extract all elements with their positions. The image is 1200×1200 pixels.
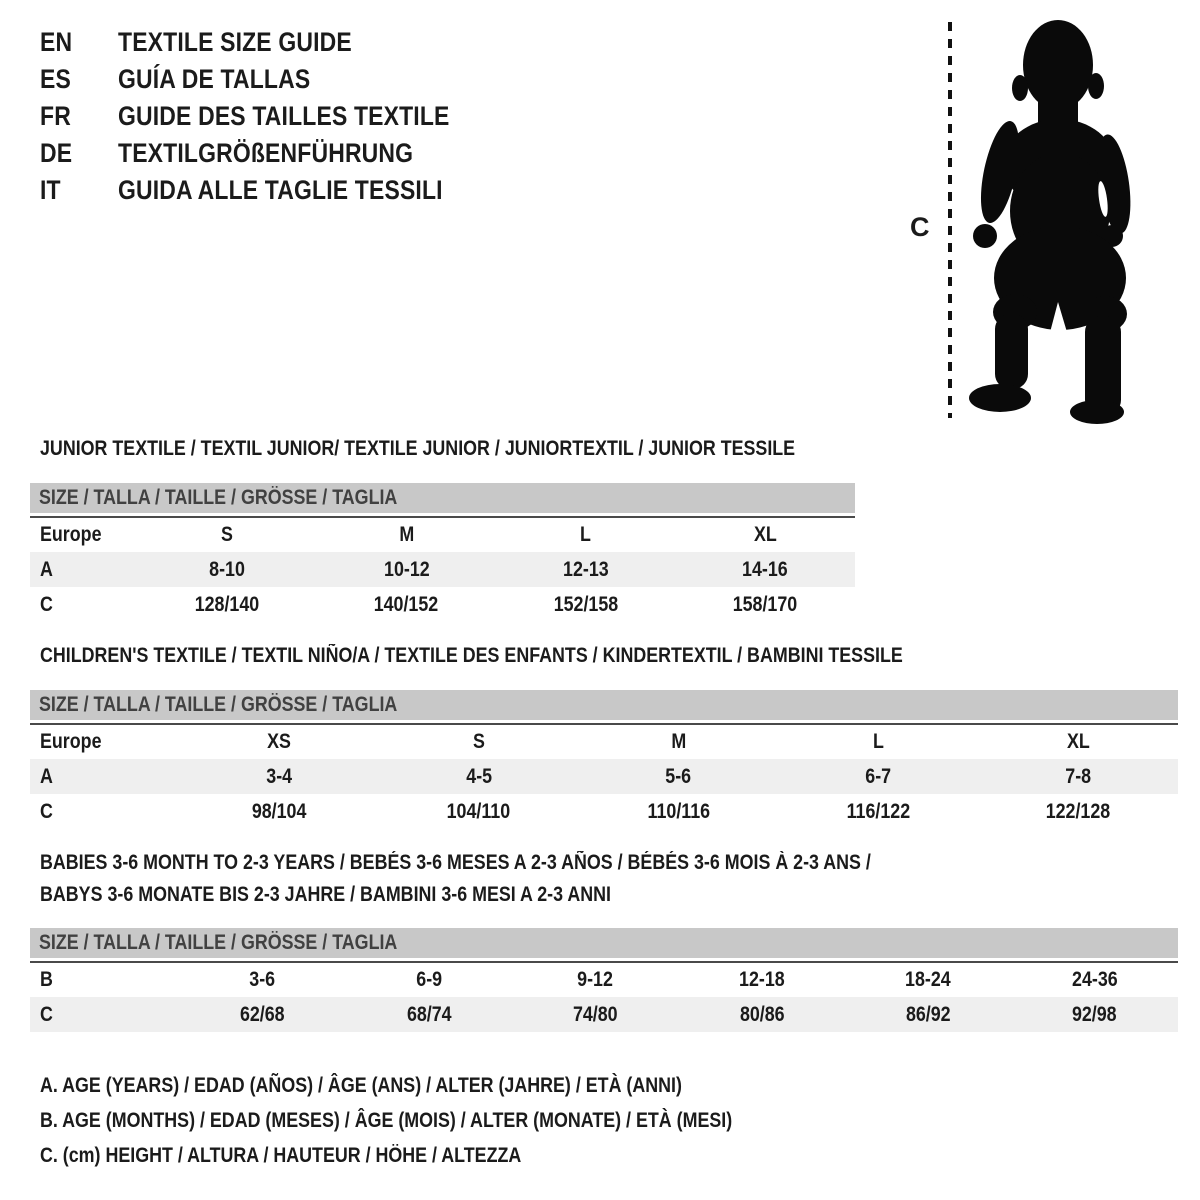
size-header-cell: XL: [753, 523, 777, 546]
size-header-label: SIZE / TALLA / TAILLE / GRÖSSE / TAGLIA: [39, 486, 398, 509]
value-cell: 12-18: [738, 968, 785, 991]
value-cell: 68/74: [406, 1002, 452, 1026]
value-cell: 122/128: [1045, 799, 1111, 823]
lang-code: DE: [40, 138, 73, 168]
value-cell: 3-4: [266, 764, 293, 788]
table-row-height-cm: [30, 794, 1178, 829]
lang-code: ES: [40, 64, 71, 94]
lang-code: IT: [40, 175, 61, 205]
size-header-cell: XL: [1066, 730, 1090, 753]
size-header-cell: M: [671, 730, 687, 753]
height-measure-label: C: [910, 212, 930, 242]
value-cell: 7-8: [1065, 764, 1092, 788]
value-cell: 6-7: [865, 764, 892, 788]
lang-row-it: [40, 172, 508, 209]
babies-size-table: [30, 961, 1178, 1032]
table-row-age-months: [30, 962, 1178, 997]
lang-title: GUIDA ALLE TAGLIE TESSILI: [118, 175, 443, 205]
lang-row-fr: [40, 98, 508, 135]
value-cell: 9-12: [577, 968, 614, 991]
value-cell: 116/122: [846, 799, 911, 823]
value-cell: 80/86: [739, 1002, 785, 1026]
section-heading-line1: BABIES 3-6 MONTH TO 2-3 YEARS / BEBÉS 3-6 MESES A 2-3 AÑOS / BÉBÉS 3-6 MOIS À 2-3 ANS /: [40, 851, 871, 874]
value-cell: 5-6: [665, 764, 692, 788]
table-row-age-years: [30, 759, 1178, 794]
language-title-block: [40, 24, 508, 209]
size-header-cell: S: [221, 523, 233, 546]
section-childrens-textile: [30, 644, 1178, 834]
value-cell: 92/98: [1072, 1002, 1118, 1026]
size-header-cell: L: [872, 730, 884, 753]
size-header-bar: [30, 483, 855, 513]
childrens-size-table: [30, 723, 1178, 829]
row-label: A: [40, 764, 53, 788]
size-header-cell: L: [580, 523, 592, 546]
lang-title: GUIDE DES TAILLES TEXTILE: [118, 101, 450, 131]
lang-code: EN: [40, 27, 73, 57]
region-header-cell: Europe: [40, 523, 102, 546]
row-label: C: [40, 1002, 53, 1026]
value-cell: 6-9: [416, 968, 442, 991]
table-row-height-cm: [30, 997, 1178, 1032]
lang-title: TEXTILGRÖßENFÜHRUNG: [118, 138, 414, 168]
size-header-cell: M: [398, 523, 414, 546]
value-cell: 104/110: [447, 799, 511, 823]
value-cell: 14-16: [742, 557, 789, 581]
size-header-cell: XS: [267, 730, 292, 753]
lang-title: GUÍA DE TALLAS: [118, 64, 311, 94]
junior-size-table: [30, 516, 855, 622]
section-babies-textile: [30, 851, 1178, 1036]
value-cell: 158/170: [733, 592, 798, 616]
section-heading: CHILDREN'S TEXTILE / TEXTIL NIÑO/A / TEXTILE DES ENFANTS / KINDERTEXTIL / BAMBINI TESSILE: [40, 644, 903, 667]
value-cell: 24-36: [1071, 968, 1118, 991]
value-cell: 128/140: [194, 592, 260, 616]
size-header-cell: S: [472, 730, 485, 753]
value-cell: 110/116: [647, 799, 710, 823]
legend-age-months: B. AGE (MONTHS) / EDAD (MESES) / ÂGE (MOIS) / ALTER (MONATE) / ETÀ (MESI): [40, 1108, 733, 1132]
size-header-bar: [30, 690, 1178, 720]
lang-code: FR: [40, 101, 71, 131]
lang-row-es: [40, 61, 508, 98]
value-cell: 98/104: [251, 799, 307, 823]
row-label: C: [40, 799, 53, 823]
measurement-legend: [40, 1068, 854, 1173]
value-cell: 18-24: [905, 968, 952, 991]
row-label: C: [40, 592, 53, 616]
value-cell: 74/80: [573, 1002, 618, 1026]
region-header-cell: Europe: [40, 730, 102, 753]
lang-row-de: [40, 135, 508, 172]
lang-title: TEXTILE SIZE GUIDE: [118, 27, 352, 57]
section-junior-textile: [30, 437, 855, 627]
value-cell: 10-12: [383, 557, 430, 581]
table-header-row: [30, 517, 855, 552]
size-header-label: SIZE / TALLA / TAILLE / GRÖSSE / TAGLIA: [39, 931, 398, 954]
toddler-silhouette-icon: [900, 14, 1160, 428]
value-cell: 12-13: [563, 557, 609, 581]
table-row-age-years: [30, 552, 855, 587]
size-header-label: SIZE / TALLA / TAILLE / GRÖSSE / TAGLIA: [39, 693, 398, 716]
toddler-body: [973, 20, 1136, 332]
legend-age-years: A. AGE (YEARS) / EDAD (AÑOS) / ÂGE (ANS) / ALTER (JAHRE) / ETÀ (ANNI): [40, 1073, 682, 1097]
row-label: B: [40, 968, 53, 991]
toddler-legs: [969, 314, 1124, 424]
section-heading: JUNIOR TEXTILE / TEXTIL JUNIOR/ TEXTILE JUNIOR / JUNIORTEXTIL / JUNIOR TESSILE: [40, 437, 796, 460]
value-cell: 152/158: [553, 592, 619, 616]
table-header-row: [30, 724, 1178, 759]
legend-height-cm: C. (cm) HEIGHT / ALTURA / HAUTEUR / HÖHE / ALTEZZA: [40, 1143, 522, 1167]
value-cell: 4-5: [465, 764, 492, 788]
value-cell: 140/152: [374, 592, 439, 616]
lang-row-en: [40, 24, 508, 61]
value-cell: 62/68: [240, 1002, 285, 1026]
section-heading-line2: BABYS 3-6 MONATE BIS 2-3 JAHRE / BAMBINI 3-6 MESI A 2-3 ANNI: [40, 883, 611, 906]
value-cell: 8-10: [209, 557, 245, 581]
row-label: A: [40, 557, 53, 581]
value-cell: 3-6: [249, 968, 276, 991]
size-header-bar: [30, 928, 1178, 958]
table-row-height-cm: [30, 587, 855, 622]
value-cell: 86/92: [905, 1002, 951, 1026]
